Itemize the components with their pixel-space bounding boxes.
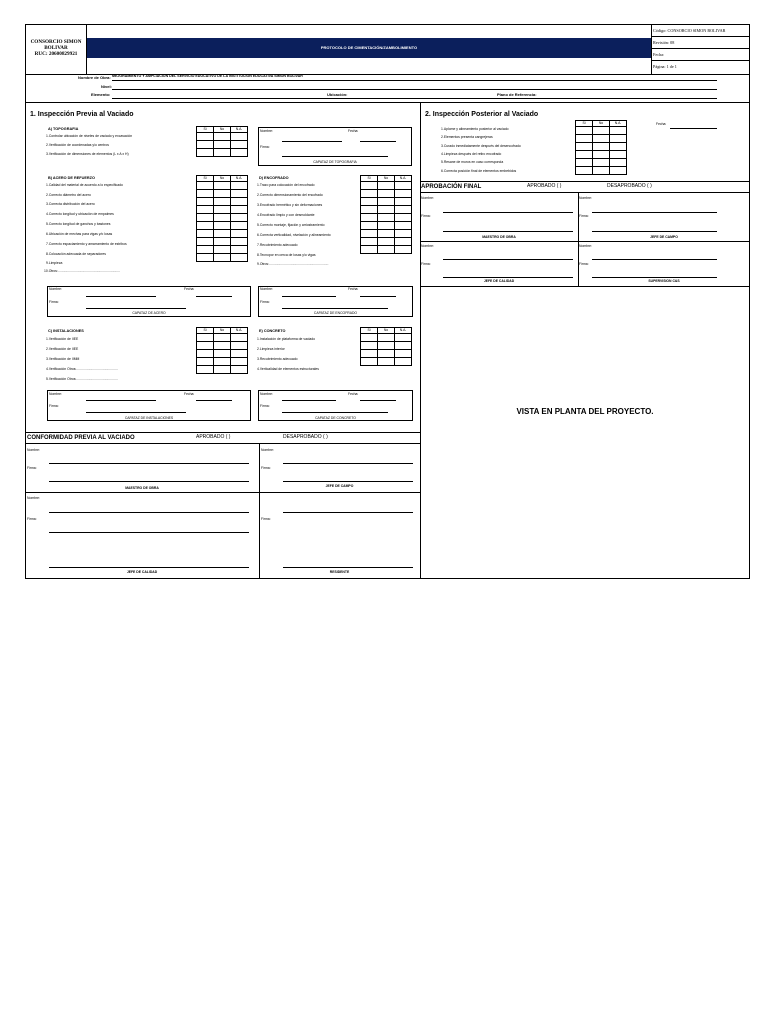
aprobacion-role: MAESTRO DE OBRA (482, 235, 516, 239)
aprobacion-aprobado: APROBADO ( ) (527, 183, 562, 189)
topografia-item: 2.Verificación de coordenadas y/o centros (46, 143, 109, 147)
instalaciones-checklist[interactable] (196, 327, 248, 374)
acero-item: 6.Ubicación de mechas para vigas y/o losas (46, 232, 113, 236)
encofrado-item: 6.Correcta verticalidad, nivelación y alineamiento (257, 233, 331, 237)
firma-label: Firma: (260, 145, 270, 149)
meta-line-3 (651, 60, 750, 61)
topografia-title: A) TOPOGRAFIA (48, 127, 79, 131)
col-no: No (378, 328, 395, 334)
aprobacion-header-bottom (420, 192, 750, 193)
meta-codigo: Código: CONSORCIO SIMON BOLIVAR (653, 28, 726, 33)
nombre-label: Nombre: (27, 496, 41, 500)
nivel-label: Nivel: (101, 84, 112, 89)
encofrado-title: D) ENCOFRADO (259, 176, 289, 180)
aprobacion-role: SUPERVISION C&S (648, 279, 680, 283)
acero-item: 10.Otros:.................................................................. (44, 269, 121, 273)
plano-label: Plano de Referencia: (497, 92, 537, 97)
firma-label: Firma: (579, 214, 589, 218)
sig-line (592, 259, 717, 260)
obra-line (112, 80, 717, 81)
elemento-line (112, 98, 717, 99)
col-na: N.A. (231, 127, 248, 133)
conformidad-top (25, 432, 420, 433)
acero-item: 1.Calidad del material de acuerdo a lo especificado (46, 183, 123, 187)
conformidad-header-bottom (25, 443, 420, 444)
fecha-label: Fecha: (184, 287, 195, 291)
sig-line (360, 296, 396, 297)
col-na: N.A. (231, 328, 248, 334)
instalaciones-item: 3.Verificación de IIMM (46, 357, 80, 361)
conformidad-role: MAESTRO DE OBRA (125, 486, 159, 490)
sig-line (196, 296, 232, 297)
sig-line (282, 412, 388, 413)
col-no: No (593, 121, 610, 127)
col-na: N.A. (231, 176, 248, 182)
main-divider (420, 102, 421, 579)
nombre-label: Nombre: (260, 392, 274, 396)
obra-label: Nombre de Obra: (78, 75, 111, 80)
encofrado-caption: CAPATAZ DE ENCOFRADO (313, 311, 358, 315)
concreto-item: 3.Recubrimiento adecuado (257, 357, 298, 361)
col-si: Si (197, 127, 214, 133)
sig-line (86, 412, 186, 413)
acero-item: 7.Correcto espaciamiento y amarramiento de estribos (46, 242, 127, 246)
concreto-caption: CAPATAZ DE CONCRETO (315, 416, 356, 420)
section2-item: 3.Curado inmediatamente después del desencofrado (441, 144, 521, 148)
nombre-label: Nombre: (260, 287, 274, 291)
company-name: CONSORCIO SIMON BOLIVAR (30, 39, 82, 51)
col-no: No (378, 176, 395, 182)
topografia-caption: CAPATAZ DE TOPOGRAFIA (313, 160, 357, 164)
conformidad-role: RESIDENTE (329, 570, 350, 574)
col-si: Si (361, 176, 378, 182)
firma-label: Firma: (27, 466, 37, 470)
section2-item: 4.Limpieza después del retiro encofrado (441, 152, 502, 156)
concreto-item: 4.Verticalidad de elementos estructurales (257, 367, 320, 371)
sig-line (282, 400, 336, 401)
firma-label: Firma: (260, 300, 270, 304)
sig-line (282, 156, 388, 157)
col-na: N.A. (395, 176, 412, 182)
encofrado-item: 4.Encofrado limpio y con desmoldante (257, 213, 315, 217)
fecha-label: Fecha: (348, 129, 359, 133)
aprobacion-top (420, 181, 750, 182)
col-si: Si (361, 328, 378, 334)
firma-label: Firma: (49, 404, 59, 408)
col-na: N.A. (610, 121, 627, 127)
nombre-label: Nombre: (579, 244, 593, 248)
sig-line (592, 231, 717, 232)
sig-line (86, 400, 156, 401)
encofrado-item: 3.Encofrado hermético y sin deformaciones (257, 203, 323, 207)
section2-item: 6.Correcta posición final de elementos embebidos (441, 169, 517, 173)
nombre-label: Nombre: (579, 196, 593, 200)
encofrado-item: 9.Otros:............................................................... (257, 262, 329, 266)
meta-revision: Revisión: 08 (653, 40, 675, 45)
sig-line (49, 481, 249, 482)
elemento-label: Elemento: (91, 92, 111, 97)
nombre-label: Nombre: (260, 129, 274, 133)
aprobacion-title: APROBACIÓN FINAL (421, 184, 482, 190)
acero-item: 9.Limpieza (46, 261, 63, 265)
vista-planta-label: VISTA EN PLANTA DEL PROYECTO. (516, 407, 654, 416)
concreto-checklist[interactable] (360, 327, 412, 366)
acero-item: 4.Correcto longitud y ubicación de empalmes (46, 212, 114, 216)
nombre-label: Nombre: (49, 287, 63, 291)
section2-fecha-label: Fecha: (656, 122, 667, 126)
firma-label: Firma: (421, 262, 431, 266)
conformidad-role: JEFE DE CALIDAD (126, 570, 158, 574)
sig-line (283, 463, 413, 464)
conformidad-role: JEFE DE CAMPO (325, 484, 354, 488)
conformidad-desaprobado: DESAPROBADO ( ) (283, 434, 328, 440)
sig-line (443, 259, 573, 260)
acero-title: B) ACERO DE REFUERZO (48, 176, 95, 180)
col-no: No (214, 127, 231, 133)
firma-label: Firma: (421, 214, 431, 218)
sig-line (283, 512, 413, 513)
concreto-title: E) CONCRETO (259, 329, 286, 333)
nombre-label: Nombre: (421, 244, 435, 248)
encofrado-item: 2.Correcto dimensionamiento del encofrado (257, 193, 323, 197)
header-divider-right (651, 24, 652, 74)
sig-line (86, 296, 156, 297)
topografia-checklist[interactable] (196, 126, 248, 157)
sig-line (49, 463, 249, 464)
encofrado-item: 8.Tecnopor en cerca de losas y/o vigas (257, 253, 316, 257)
sig-line (196, 400, 232, 401)
conformidad-mid (25, 492, 420, 493)
project-bottom (25, 102, 750, 103)
col-na: N.A. (395, 328, 412, 334)
acero-item: 5.Correcto longitud de ganchos y bastones (46, 222, 111, 226)
fecha-label: Fecha: (184, 392, 195, 396)
nombre-label: Nombre: (27, 448, 41, 452)
document-title: PROTOCOLO DE CIMENTACIÓN/ZAMBOLIMIENTO (320, 45, 418, 50)
sig-line (443, 277, 573, 278)
sig-line (49, 567, 249, 568)
fecha-label: Fecha: (348, 287, 359, 291)
sig-line (283, 481, 413, 482)
col-si: Si (576, 121, 593, 127)
encofrado-item: 5.Correcto montaje, fijación y arriostramiento (257, 223, 325, 227)
encofrado-checklist[interactable] (360, 175, 412, 254)
ubicacion-label: Ubicación: (327, 92, 348, 97)
sig-line (592, 277, 717, 278)
sig-line (443, 212, 573, 213)
col-no: No (214, 328, 231, 334)
instalaciones-item: 4.Verificación Otros:............................................ (46, 367, 118, 371)
concreto-item: 1.Instalación de plataforma de vaciado (257, 337, 316, 341)
fecha-label: Fecha: (348, 392, 359, 396)
acero-item: 3.Correcta distribución del acero (46, 202, 95, 206)
nombre-label: Nombre: (421, 196, 435, 200)
firma-label: Firma: (579, 262, 589, 266)
firma-label: Firma: (261, 466, 271, 470)
aprobacion-role: JEFE DE CAMPO (650, 235, 678, 239)
company-ruc: RUC: 20600829921 (34, 51, 78, 57)
firma-label: Firma: (27, 517, 37, 521)
col-si: Si (197, 328, 214, 334)
instalaciones-item: 5.Verificación Otros:............................................ (46, 377, 118, 381)
acero-item: 8.Colocación adecuada de separadores (46, 252, 106, 256)
meta-line-1 (651, 36, 750, 37)
sig-line (670, 128, 717, 129)
topografia-item: 1.Controlar ubicación de niveles de vaciado y excavación (46, 134, 133, 138)
instalaciones-item: 2.Verificación de IIEE (46, 347, 79, 351)
encofrado-item: 7.Recubrimiento adecuado (257, 243, 298, 247)
encofrado-item: 1.Trazo para colocación del encofrado (257, 183, 315, 187)
acero-item: 2.Correcto diámetro del acero (46, 193, 91, 197)
conformidad-aprobado: APROBADO ( ) (196, 434, 231, 440)
section2-title: 2. Inspección Posterior al Vaciado (425, 111, 539, 118)
topografia-item: 3.Verificación de dimensiones de elementos (L x A x H) (46, 152, 129, 156)
sig-line (282, 296, 336, 297)
sig-line (283, 567, 413, 568)
meta-line-2 (651, 48, 750, 49)
sig-line (282, 141, 342, 142)
instalaciones-caption: CAPATAZ DE INSTALACIONES (124, 416, 174, 420)
col-si: Si (197, 176, 214, 182)
concreto-item: 2.Limpieza interior (257, 347, 285, 351)
nombre-label: Nombre: (261, 448, 275, 452)
nivel-line (112, 89, 717, 90)
instalaciones-title: C) INSTALACIONES (48, 329, 84, 333)
sig-line (282, 308, 388, 309)
aprobacion-desaprobado: DESAPROBADO ( ) (607, 183, 652, 189)
meta-fecha: Fecha: (653, 52, 665, 57)
sig-line (49, 512, 249, 513)
sig-line (360, 141, 396, 142)
section1-title: 1. Inspección Previa al Vaciado (30, 111, 134, 118)
obra-value: MEJORAMIENTO Y AMPLIACION DEL SERVICIO EDUCATIVO DE LA INSTITUCION EDUCATIVA SIMON BOLIVAR (112, 74, 303, 78)
acero-caption: CAPATAZ DE ACERO (132, 311, 166, 315)
aprobacion-role: JEFE DE CALIDAD (483, 279, 515, 283)
firma-label: Firma: (49, 300, 59, 304)
aprobacion-mid (420, 241, 750, 242)
conformidad-title: CONFORMIDAD PREVIA AL VACIADO (27, 435, 135, 441)
section2-item: 2.Elementos presenta cangrejeras (441, 135, 493, 139)
firma-label: Firma: (260, 404, 270, 408)
section2-item: 1.Aplome y alineamiento posterior al vaciado (441, 127, 509, 131)
acero-checklist[interactable] (196, 175, 248, 262)
sig-line (443, 231, 573, 232)
sig-line (49, 532, 249, 533)
sig-line (86, 308, 186, 309)
section2-checklist[interactable] (575, 120, 627, 175)
sig-line (592, 212, 717, 213)
sig-line (360, 400, 396, 401)
section2-item: 5.Resane de muros en caso corresponda (441, 160, 504, 164)
nombre-label: Nombre: (49, 392, 63, 396)
aprobacion-bottom (420, 286, 750, 287)
conformidad-divider (259, 443, 260, 579)
meta-pagina: Página: 1 de 1 (653, 64, 677, 69)
instalaciones-item: 1.Verificación de IIEE (46, 337, 79, 341)
firma-label: Firma: (261, 517, 271, 521)
col-no: No (214, 176, 231, 182)
